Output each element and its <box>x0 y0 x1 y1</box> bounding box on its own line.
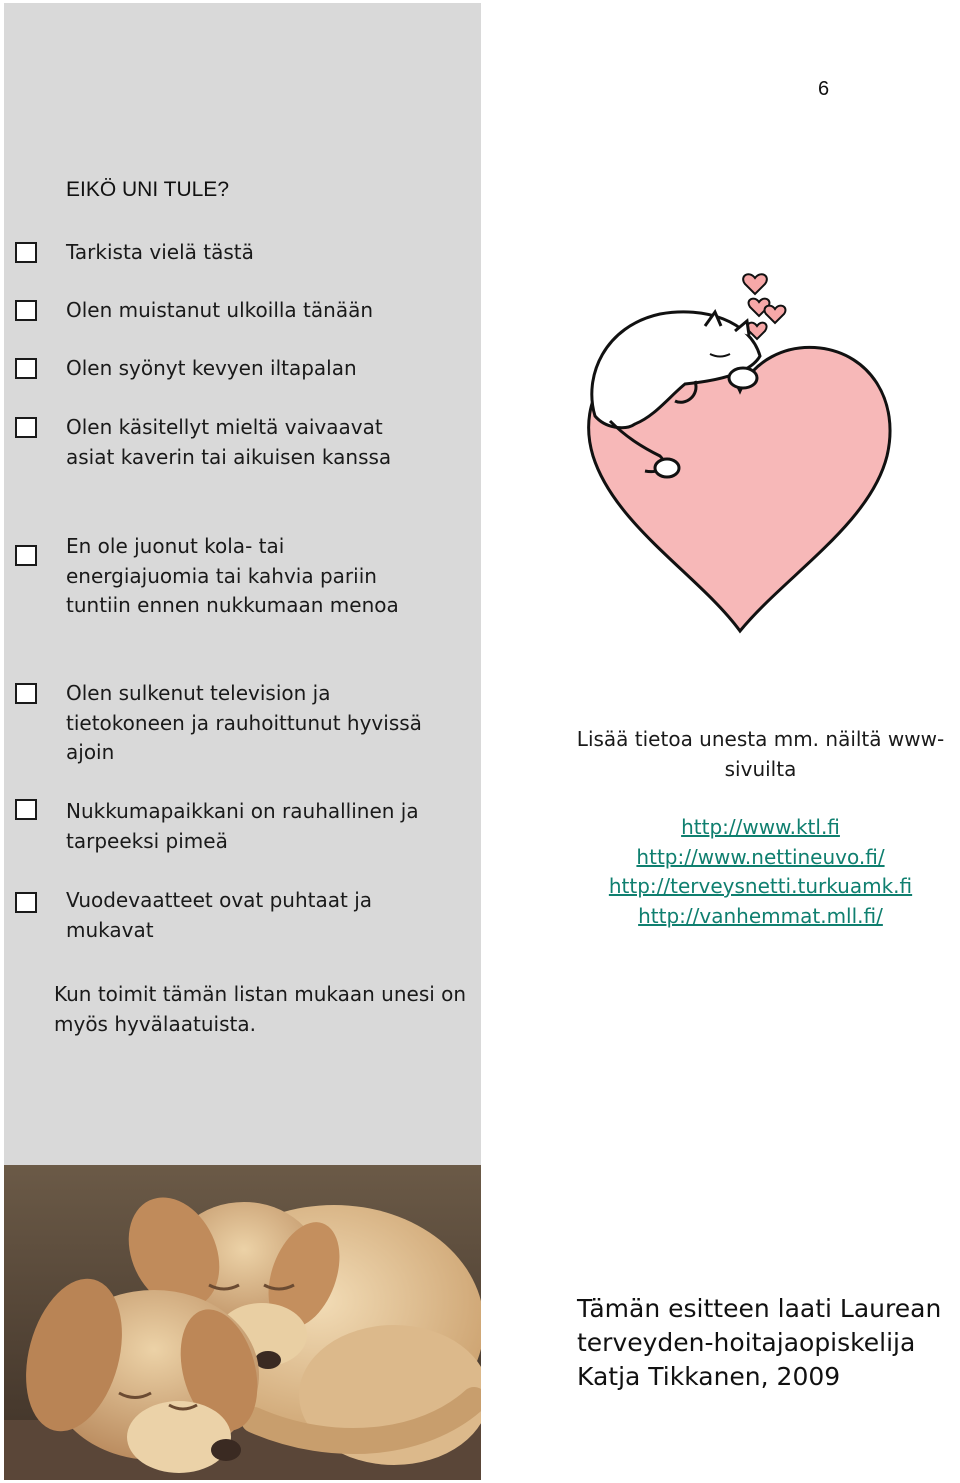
checklist-item-1: Olen muistanut ulkoilla tänään <box>66 298 374 322</box>
closing-text: Kun toimit tämän listan mukaan unesi on myös hyvälaatuista. <box>54 982 467 1036</box>
link-terveysnetti[interactable]: http://terveysnetti.turkuamk.fi <box>608 874 913 898</box>
checklist-item-6: Nukkumapaikkani on rauhallinen ja tarpeeksi pimeä <box>66 799 419 853</box>
checklist-item-5: Olen sulkenut television ja tietokoneen ja rauhoittunut hyvissä ajoin <box>66 681 422 764</box>
checkbox-1[interactable] <box>15 300 37 321</box>
checkbox-0[interactable] <box>15 242 37 263</box>
checklist-item-0: Tarkista vielä tästä <box>66 240 254 264</box>
checkbox-3[interactable] <box>15 417 37 438</box>
checkbox-5[interactable] <box>15 683 37 704</box>
author-line-3: Katja Tikkanen, 2009 <box>577 1362 841 1391</box>
checkbox-2[interactable] <box>15 358 37 379</box>
sleeping-puppies-image <box>4 1165 481 1480</box>
link-vanhemmat[interactable]: http://vanhemmat.mll.fi/ <box>638 903 883 928</box>
author-line-2: terveyden-hoitajaopiskelija <box>577 1328 916 1357</box>
page-number: 6 <box>818 78 830 100</box>
more-info-heading: Lisää tietoa unesta mm. näiltä www-sivuilta <box>576 727 945 781</box>
checkbox-7[interactable] <box>15 892 37 913</box>
checkbox-4[interactable] <box>15 545 37 566</box>
checklist-item-7: Vuodevaatteet ovat puhtaat ja mukavat <box>66 888 373 942</box>
checkbox-6[interactable] <box>15 799 37 820</box>
checklist-item-2: Olen syönyt kevyen iltapalan <box>66 356 357 380</box>
cat-on-heart-illustration <box>575 256 905 642</box>
checklist-item-4: En ole juonut kola- tai energiajuomia tai kahvia pariin tuntiin ennen nukkumaan menoa <box>66 534 399 617</box>
author-line-1: Tämän esitteen laati Laurean <box>577 1294 942 1323</box>
checklist-item-3: Olen käsitellyt mieltä vaivaavat asiat kaverin tai aikuisen kanssa <box>66 415 392 469</box>
section-title: EIKÖ UNI TULE? <box>66 178 229 201</box>
link-nettineuvo[interactable]: http://www.nettineuvo.fi/ <box>636 844 885 869</box>
links-list <box>553 813 960 931</box>
link-ktl[interactable]: http://www.ktl.fi <box>681 815 840 839</box>
author-credit <box>577 1292 960 1394</box>
